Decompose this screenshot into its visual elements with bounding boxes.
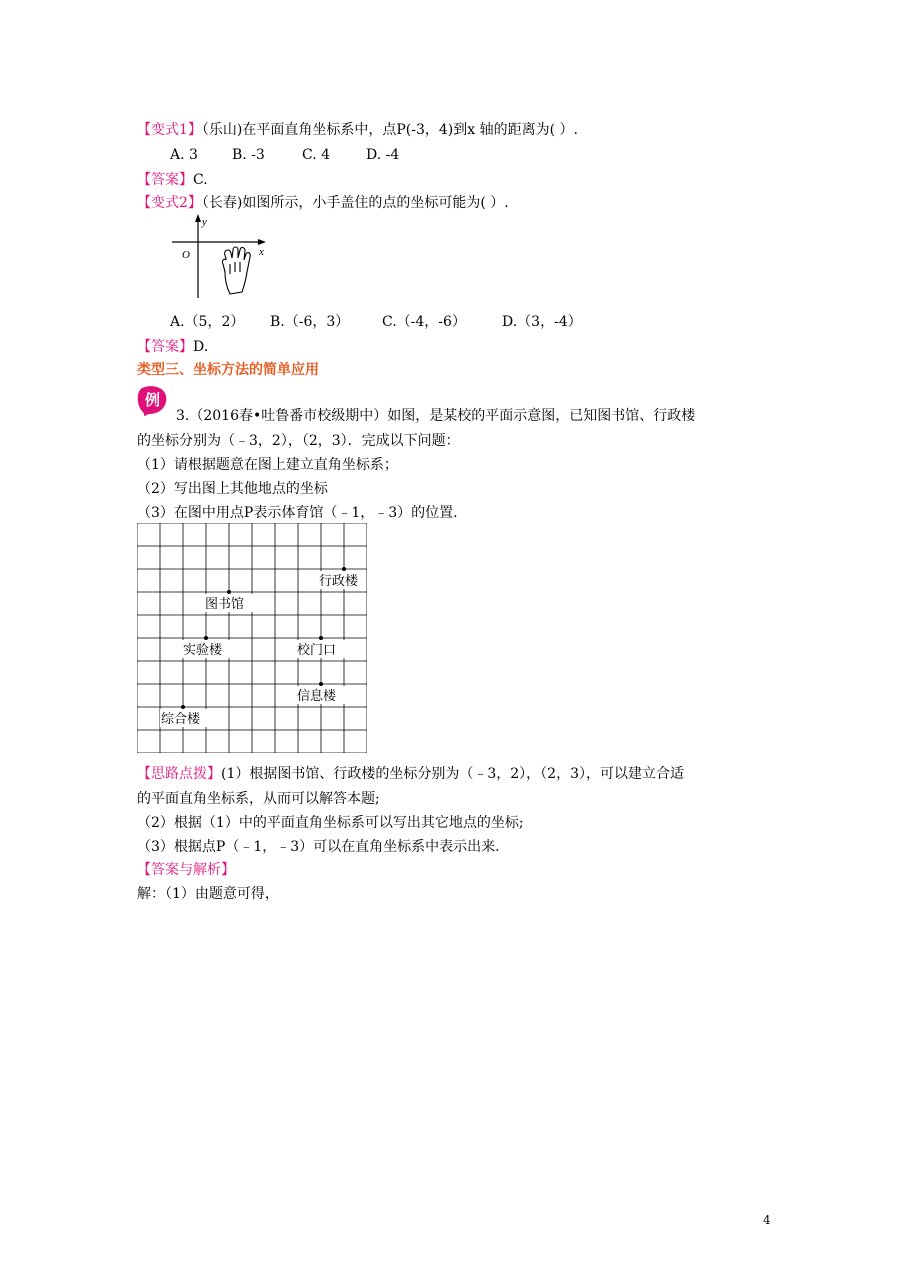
label-library: 图书馆 xyxy=(205,597,245,612)
example-badge-text: 例 xyxy=(145,391,161,409)
example-q2: （2）写出图上其他地点的坐标 xyxy=(137,481,328,497)
solution-line1: 解：（1）由题意可得， xyxy=(137,886,279,902)
complex-point xyxy=(181,705,185,709)
variant2-answer-tag: 【答案】 xyxy=(137,339,193,355)
y-axis-label: y xyxy=(202,216,207,228)
variant1-option-a: A. 3 xyxy=(170,147,198,163)
label-complex: 综合楼 xyxy=(161,712,201,727)
example-q1: （1）请根据题意在图上建立直角坐标系； xyxy=(137,457,398,473)
origin-label: O xyxy=(182,249,190,261)
variant2-option-b: B.（-6，3） xyxy=(270,314,350,330)
hint-line2: 的平面直角坐标系，从而可以解答本题; xyxy=(137,791,380,807)
variant1-answer xyxy=(137,170,208,190)
variant1-question xyxy=(137,120,578,140)
variant2-option-c: C.（-4，-6） xyxy=(382,314,466,330)
example-line2: 的坐标分别为（﹣3，2），（2，3）．完成以下问题： xyxy=(137,433,460,449)
variant2-tag: 【变式2】 xyxy=(137,195,202,211)
label-gate: 校门口 xyxy=(297,643,337,658)
variant2-text: （长春)如图所示，小手盖住的点的坐标可能为( ）. xyxy=(201,195,509,211)
hint-line1 xyxy=(137,764,684,784)
section-title: 类型三、坐标方法的简单应用 xyxy=(137,362,319,378)
label-lab: 实验楼 xyxy=(183,643,223,658)
library-point xyxy=(227,590,231,594)
x-axis-label: x xyxy=(259,246,264,258)
label-admin: 行政楼 xyxy=(319,574,359,589)
variant1-tag: 【变式1】 xyxy=(137,122,202,138)
page-number: 4 xyxy=(763,1213,771,1227)
variant2-option-d: D.（3，-4） xyxy=(502,314,582,330)
hint-tag: 【思路点拨】 xyxy=(137,766,221,782)
variant1-answer-value: C. xyxy=(193,172,208,188)
school-map-grid xyxy=(137,523,367,753)
variant2-answer xyxy=(137,337,208,357)
admin-point xyxy=(342,567,346,571)
variant1-answer-tag: 【答案】 xyxy=(137,172,193,188)
hint-line3: （2）根据（1）中的平面直角坐标系可以写出其它地点的坐标; xyxy=(137,815,524,831)
lab-point xyxy=(204,636,208,640)
x-axis-arrow xyxy=(258,239,266,245)
variant1-option-c: C. 4 xyxy=(302,147,331,163)
label-info: 信息楼 xyxy=(297,689,337,704)
y-axis-arrow xyxy=(195,214,201,222)
variant2-answer-value: D. xyxy=(193,339,209,355)
coordinate-figure xyxy=(168,214,268,300)
solution-tag: 【答案与解析】 xyxy=(137,862,235,878)
variant2-question xyxy=(137,193,509,213)
hint-line1-text: (1）根据图书馆、行政楼的坐标分别为（﹣3，2），（2，3），可以建立合适 xyxy=(221,766,684,782)
variant2-options xyxy=(170,312,582,332)
example-line1: 3.（2016春•吐鲁番市校级期中）如图，是某校的平面示意图，已知图书馆、行政楼 xyxy=(176,408,696,424)
hint-line4: （3）根据点P（﹣1，﹣3）可以在直角坐标系中表示出来. xyxy=(137,839,500,855)
hand-icon xyxy=(222,247,250,294)
info-point xyxy=(319,682,323,686)
variant1-option-d: D. -4 xyxy=(366,147,400,163)
variant2-option-a: A.（5，2） xyxy=(170,314,245,330)
gate-point xyxy=(319,636,323,640)
example-badge-icon xyxy=(136,384,168,416)
variant1-text: （乐山)在平面直角坐标系中，点P(-3，4)到x 轴的距离为( ）. xyxy=(201,122,578,138)
variant1-options xyxy=(170,145,399,165)
variant1-option-b: B. -3 xyxy=(232,147,265,163)
example-q3: （3）在图中用点P表示体育馆（﹣1，﹣3）的位置. xyxy=(137,505,458,521)
